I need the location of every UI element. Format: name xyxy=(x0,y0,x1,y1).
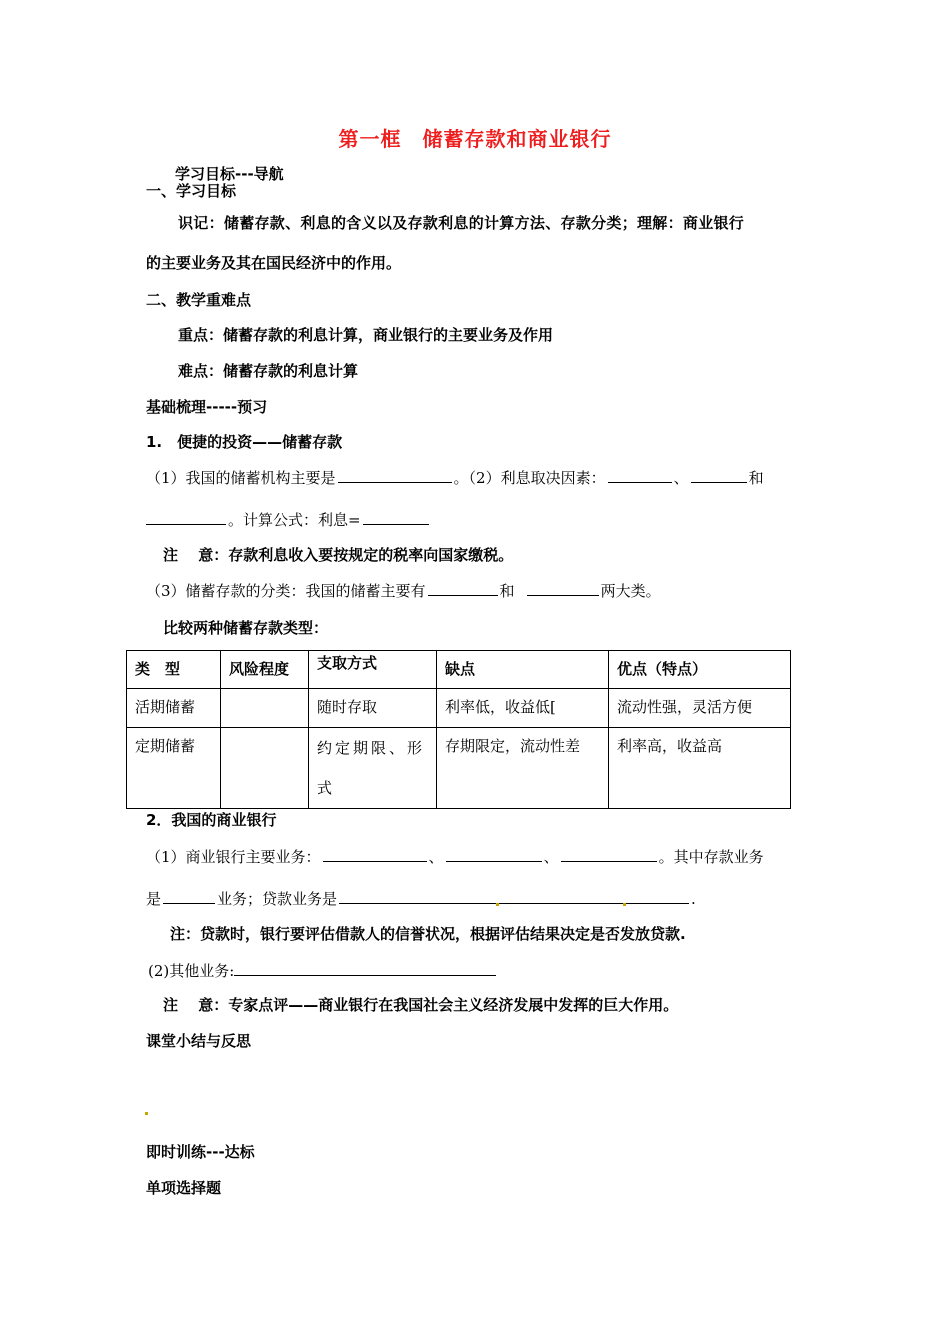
q1-text-b: 。（2）利息取决因素： xyxy=(453,469,606,487)
section1-line1: 识记：储蓄存款、利息的含义以及存款利息的计算方法、存款分类；理解：商业银行 xyxy=(178,214,745,232)
q1-sep-2: 、 xyxy=(543,848,559,866)
header-type: 类 型 xyxy=(127,651,221,689)
interest-formula-blank[interactable] xyxy=(363,509,429,525)
section1-line2: 的主要业务及其在国民经济中的作用。 xyxy=(146,254,402,272)
loan-business-blank[interactable] xyxy=(339,888,689,904)
q1-formula: 。计算公式：利息= xyxy=(228,511,361,529)
part2-note2: 注 意：专家点评——商业银行在我国社会主义经济发展中发挥的巨大作用。 xyxy=(163,996,679,1014)
q1-sep-1: 、 xyxy=(428,848,444,866)
header-withdrawal: 支取方式 xyxy=(309,651,437,689)
q2-text: (2)其他业务: xyxy=(148,962,235,980)
table-row xyxy=(127,728,791,809)
q3-text-a: （3）储蓄存款的分类：我国的储蓄主要有 xyxy=(146,582,426,600)
savings-type-blank-2[interactable] xyxy=(527,580,599,596)
header-advantage: 优点（特点） xyxy=(609,651,791,689)
q1-sep: 、 xyxy=(673,469,689,487)
section1-heading: 一、学习目标 xyxy=(146,182,237,200)
bank-business-blank-3[interactable] xyxy=(561,846,657,862)
interest-factor-blank-1[interactable] xyxy=(608,467,672,483)
part2-q2-line xyxy=(148,960,498,981)
part1-q1-line xyxy=(146,467,764,488)
cell-withdrawal: 约定期限、形式 xyxy=(309,728,437,809)
cell-disadvantage: 存期限定，流动性差 xyxy=(437,728,609,809)
q1-and: 和 xyxy=(748,469,764,487)
q1-text-a: （1）我国的储蓄机构主要是 xyxy=(146,469,336,487)
q1-text-d: 业务；贷款业务是 xyxy=(217,890,338,908)
table-row xyxy=(127,689,791,728)
cell-type: 定期储蓄 xyxy=(127,728,221,809)
section2-heading: 二、教学重难点 xyxy=(146,291,252,309)
part2-heading: 2．我国的商业银行 xyxy=(146,811,277,829)
page-title: 第一框 储蓄存款和商业银行 xyxy=(338,127,612,151)
part2-q1-line2 xyxy=(146,888,696,909)
header-disadvantage: 缺点 xyxy=(437,651,609,689)
cell-advantage: 流动性强，灵活方便 xyxy=(609,689,791,728)
table-header-row xyxy=(127,651,791,689)
compare-heading: 比较两种储蓄存款类型： xyxy=(163,619,329,637)
part1-q1-line2 xyxy=(146,509,431,530)
review-heading: 基础梳理-----预习 xyxy=(146,398,268,416)
q1-text-c: 是 xyxy=(146,890,162,908)
savings-type-blank-1[interactable] xyxy=(428,580,498,596)
key-point: 重点：储蓄存款的利息计算，商业银行的主要业务及作用 xyxy=(178,326,554,344)
savings-institution-blank[interactable] xyxy=(338,467,452,483)
q1-text-b: 。其中存款业务 xyxy=(658,848,764,866)
other-business-blank[interactable] xyxy=(234,960,496,976)
nav-heading: 学习目标---导航 xyxy=(175,165,284,183)
cell-withdrawal: 随时存取 xyxy=(309,689,437,728)
header-risk: 风险程度 xyxy=(221,651,309,689)
part1-q3-line xyxy=(146,580,661,601)
training-heading: 即时训练---达标 xyxy=(146,1143,255,1161)
stray-dot xyxy=(623,903,626,906)
part2-q1-line xyxy=(146,846,764,867)
summary-heading: 课堂小结与反思 xyxy=(146,1032,252,1050)
bank-business-blank-2[interactable] xyxy=(446,846,542,862)
part1-heading: 1. 便捷的投资——储蓄存款 xyxy=(146,433,343,451)
part1-note: 注 意：存款利息收入要按规定的税率向国家缴税。 xyxy=(163,546,514,564)
difficult-point: 难点：储蓄存款的利息计算 xyxy=(178,362,359,380)
cell-disadvantage: 利率低，收益低[ xyxy=(437,689,609,728)
stray-dot xyxy=(496,903,499,906)
q1-end: . xyxy=(691,890,696,908)
part2-note1: 注：贷款时，银行要评估借款人的信誉状况，根据评估结果决定是否发放贷款. xyxy=(170,925,686,943)
q3-text-b: 两大类。 xyxy=(600,582,661,600)
stray-dot xyxy=(145,1112,148,1115)
savings-comparison-table xyxy=(126,650,791,809)
bank-business-blank-1[interactable] xyxy=(323,846,427,862)
deposit-business-blank[interactable] xyxy=(163,888,215,904)
q1-text-a: （1）商业银行主要业务： xyxy=(146,848,321,866)
interest-factor-blank-2[interactable] xyxy=(691,467,747,483)
choice-heading: 单项选择题 xyxy=(146,1179,222,1197)
cell-risk[interactable] xyxy=(221,728,309,809)
cell-advantage: 利率高，收益高 xyxy=(609,728,791,809)
cell-type: 活期储蓄 xyxy=(127,689,221,728)
cell-risk[interactable] xyxy=(221,689,309,728)
interest-factor-blank-3[interactable] xyxy=(146,509,226,525)
q3-and: 和 xyxy=(499,582,515,600)
